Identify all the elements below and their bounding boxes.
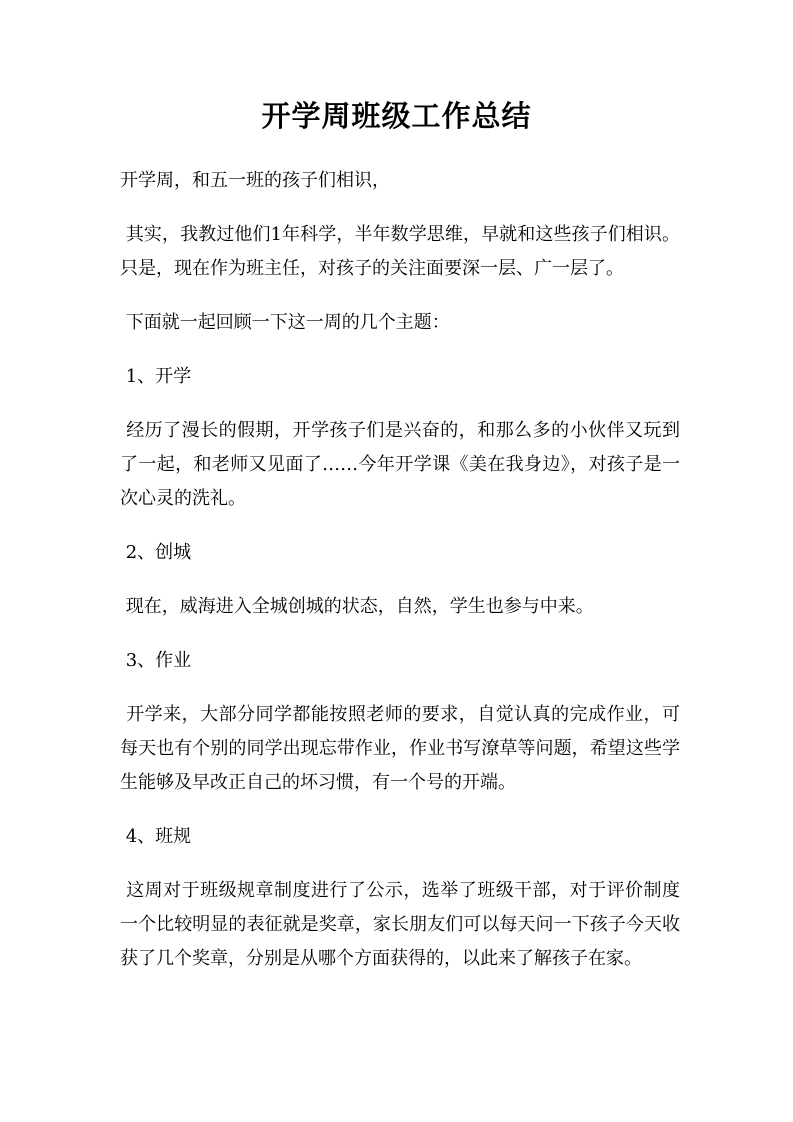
section-body-3: 开学来，大部分同学都能按照老师的要求，自觉认真的完成作业，可每天也有个别的同学出现忘带作业，作业书写潦草等问题，希望这些学生能够及早改正自己的坏习惯，有一个号的开端。 bbox=[120, 704, 680, 793]
section-body-1: 经历了漫长的假期，开学孩子们是兴奋的，和那么多的小伙伴又玩到了一起，和老师又见面了……今年开学课《美在我身边》，对孩子是一次心灵的洗礼。 bbox=[120, 420, 680, 509]
paragraph-overview: 下面就一起回顾一下这一周的几个主题： bbox=[120, 312, 450, 333]
section-heading-3: 3、作业 bbox=[120, 650, 192, 671]
section-body-4: 这周对于班级规章制度进行了公示，选举了班级干部，对于评价制度一个比较明显的表征就是奖章，家长朋友们可以每天问一下孩子今天收获了几个奖章，分别是从哪个方面获得的，以此来了解孩子在家。 bbox=[120, 880, 680, 969]
paragraph-intro: 开学周，和五一班的孩子们相识， bbox=[120, 170, 390, 191]
section-heading-2: 2、创城 bbox=[120, 542, 192, 563]
section-heading-1: 1、开学 bbox=[120, 366, 192, 387]
document-body bbox=[120, 164, 680, 996]
section-body-2: 现在，威海进入全城创城的状态，自然，学生也参与中来。 bbox=[120, 596, 594, 617]
paragraph-background: 其实，我教过他们1年科学，半年数学思维，早就和这些孩子们相识。只是，现在作为班主任，对孩子的关注面要深一层、广一层了。 bbox=[120, 224, 680, 279]
document-title: 开学周班级工作总结 bbox=[261, 99, 532, 133]
section-heading-4: 4、班规 bbox=[120, 826, 192, 847]
